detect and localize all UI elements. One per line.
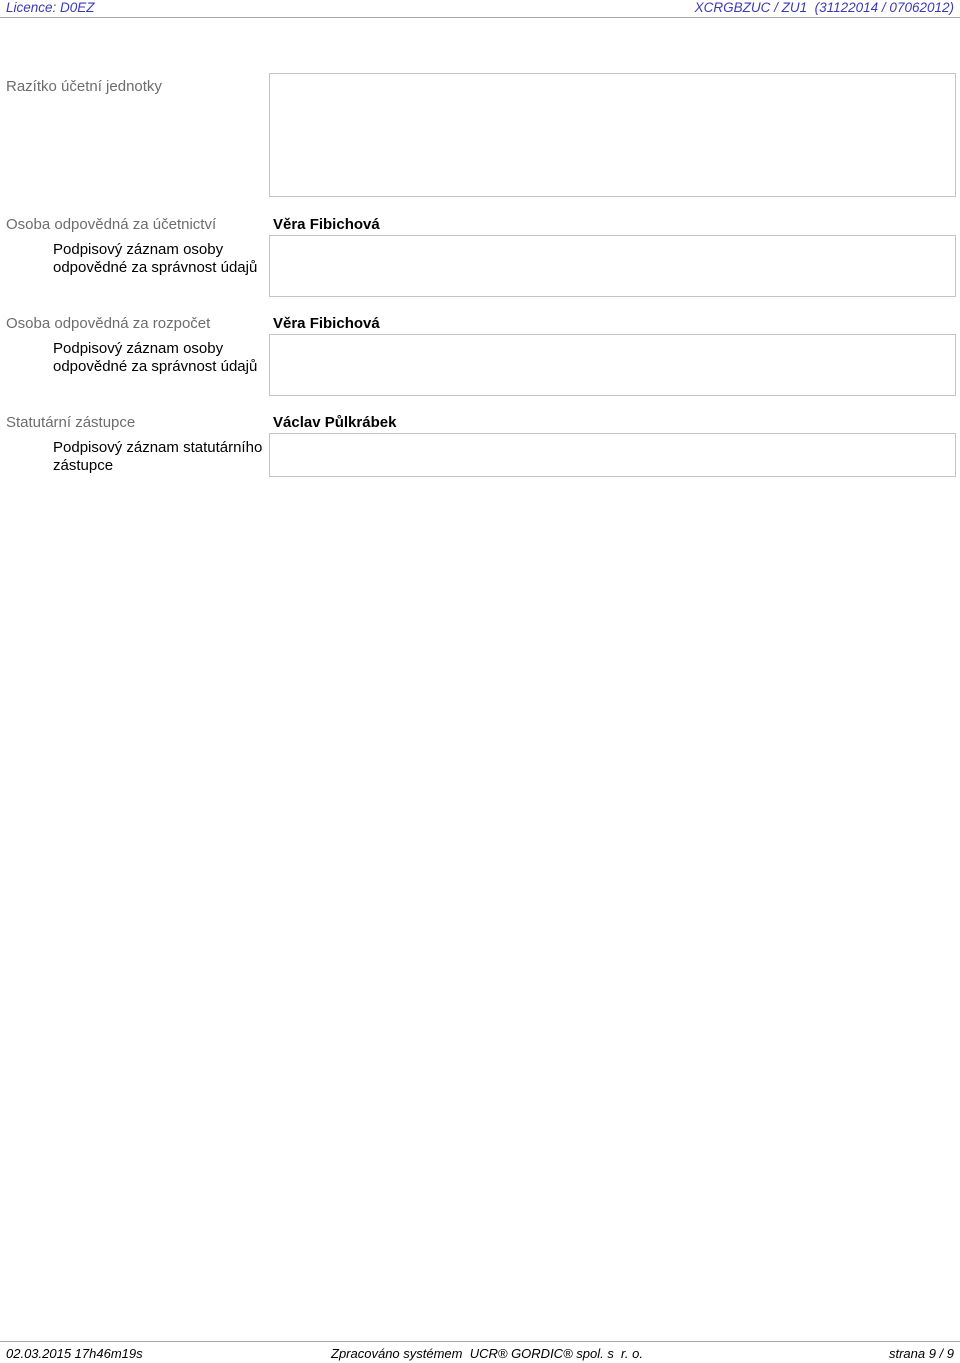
page-header [0,0,960,18]
footer-processed-by: Zpracováno systémem UCR® GORDIC® spol. s r. o. [331,1346,643,1361]
accounting-signature-box [269,235,956,297]
statutory-signature-box [269,433,956,477]
budget-person-title: Osoba odpovědná za rozpočet [6,315,211,332]
footer-timestamp: 02.03.2015 17h46m19s [6,1346,143,1361]
budget-signature-label: Podpisový záznam osoby odpovědné za správnost údajů [53,340,258,375]
accounting-person-name: Věra Fibichová [273,216,380,233]
budget-person-name: Věra Fibichová [273,315,380,332]
licence-label: Licence: D0EZ [6,0,95,15]
statutory-rep-name: Václav Půlkrábek [273,414,397,431]
stamp-title: Razítko účetní jednotky [6,78,162,95]
stamp-box [269,73,956,197]
footer-page-number: strana 9 / 9 [888,1346,954,1361]
statutory-rep-title: Statutární zástupce [6,414,136,431]
accounting-person-title: Osoba odpovědná za účetnictví [6,216,217,233]
accounting-signature-label: Podpisový záznam osoby odpovědné za správnost údajů [53,241,258,276]
statutory-signature-label: Podpisový záznam statutárního zástupce [53,439,263,474]
document-id: XCRGBZUC / ZU1 (31122014 / 07062012) [694,0,954,15]
page-footer [0,1341,960,1363]
budget-signature-box [269,334,956,396]
